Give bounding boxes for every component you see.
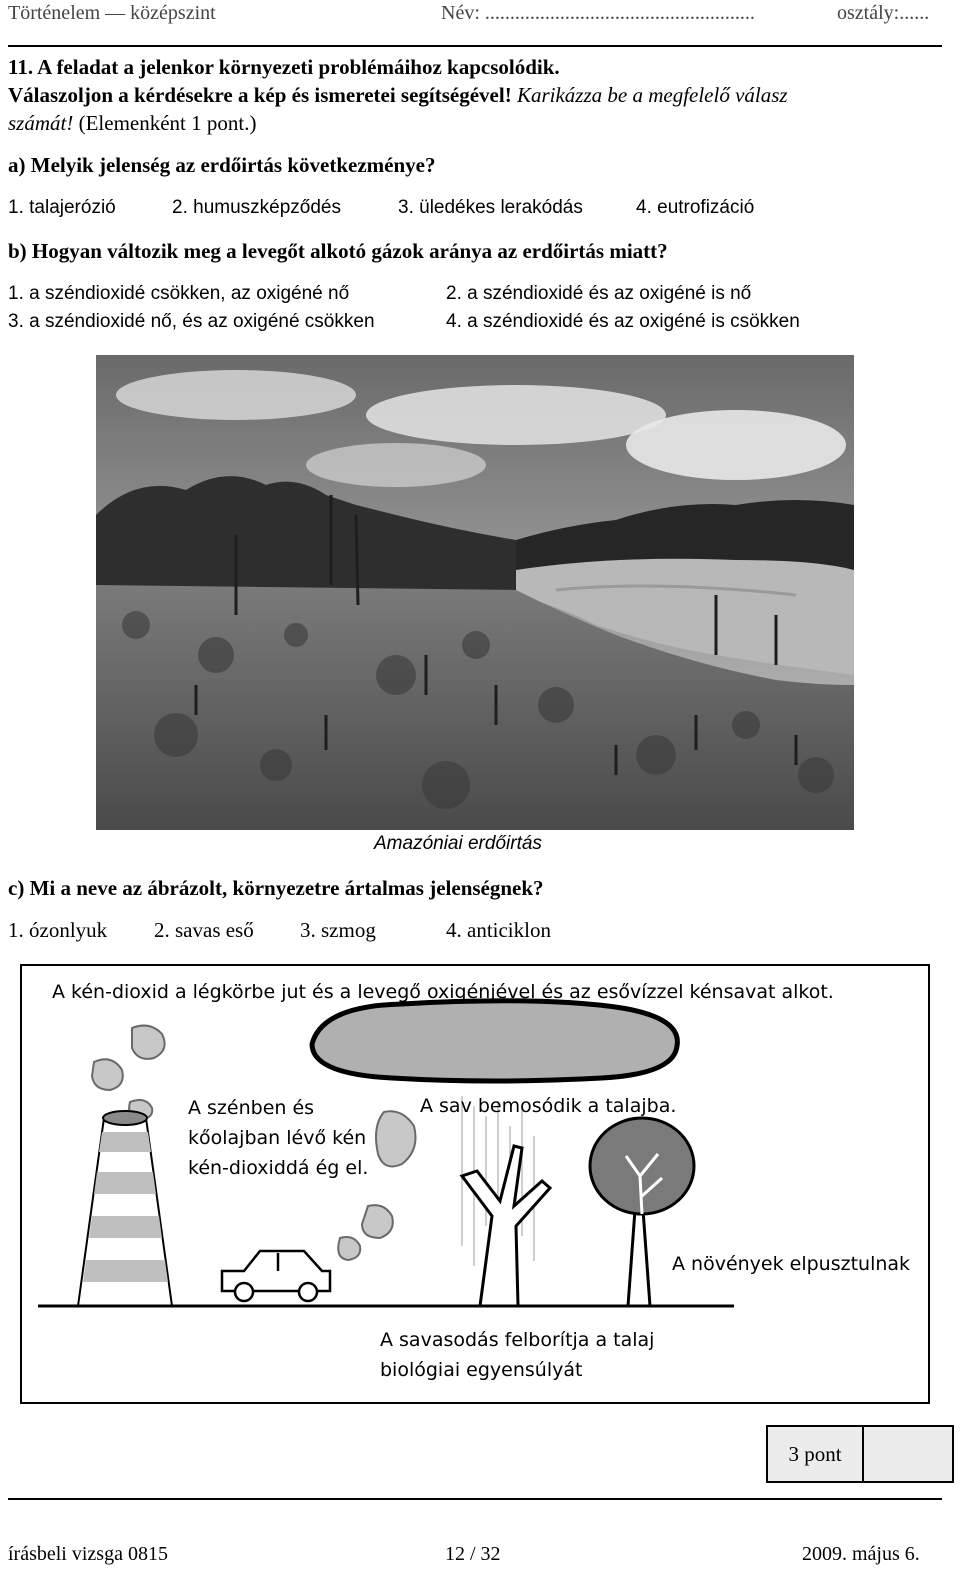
question-b-option-2[interactable]: 2. a széndioxidé és az oxigéné is nő (446, 283, 752, 304)
question-a-option-3[interactable]: 3. üledékes lerakódás (398, 197, 583, 218)
question-b-option-1[interactable]: 1. a széndioxidé csökken, az oxigéné nő (8, 283, 350, 304)
question-c-option-1[interactable]: 1. ózonlyuk (8, 918, 108, 942)
question-c-option-3[interactable]: 3. szmog (300, 918, 376, 942)
question-a-option-2[interactable]: 2. humuszképződés (172, 197, 341, 218)
question-b: b) Hogyan változik meg a levegőt alkotó gázok aránya az erdőirtás miatt? (8, 239, 668, 263)
diagram-top-text: A kén-dioxid a légkörbe jut és a levegő oxigénjével és az esővízzel kénsavat alkot. (52, 981, 834, 1003)
header-rule (8, 45, 942, 47)
instruction-italic-1: Karikázza be a megfelelő válasz (516, 83, 788, 107)
question-a-option-1[interactable]: 1. talajerózió (8, 197, 116, 218)
footer-date: 2009. május 6. (802, 1543, 920, 1565)
diagram-acid-soil-text: A sav bemosódik a talajba. (420, 1095, 677, 1117)
task-instruction-line2 (8, 111, 256, 136)
question-c: c) Mi a neve az ábrázolt, környezetre ártalmas jelenségnek? (8, 876, 544, 900)
score-box (766, 1425, 954, 1483)
diagram-plants-text: A növények elpusztulnak (672, 1253, 911, 1275)
diagram-balance-text-1: A savasodás felborítja a talaj (380, 1329, 655, 1351)
diagram-coal-text-3: kén-dioxiddá ég el. (188, 1157, 369, 1179)
car (222, 1251, 330, 1301)
question-b-option-4[interactable]: 4. a széndioxidé és az oxigéné is csökken (446, 311, 800, 332)
instruction-bold: Válaszoljon a kérdésekre a kép és ismeretei segítségével! (8, 83, 512, 107)
header-name-field: Név: ...................................................... (441, 2, 755, 24)
task-title: 11. A feladat a jelenkor környezeti problémáihoz kapcsolódik. (8, 55, 560, 79)
chimney (78, 1111, 172, 1306)
diagram-balance-text-2: biológiai egyensúlyát (380, 1359, 583, 1381)
diagram-coal-text-2: kőolajban lévő kén (188, 1127, 367, 1149)
question-a: a) Melyik jelenség az erdőirtás következménye? (8, 153, 436, 177)
header-class-field: osztály:...... (837, 2, 930, 24)
instruction-points: (Elemenként 1 pont.) (78, 111, 257, 135)
instruction-italic-2: számát! (8, 111, 74, 135)
footer-rule (8, 1498, 942, 1500)
photo-caption: Amazóniai erdőirtás (374, 833, 542, 854)
score-label: 3 pont (768, 1427, 864, 1481)
task-instruction-line1 (8, 83, 788, 108)
question-a-option-4[interactable]: 4. eutrofizáció (636, 197, 755, 218)
question-c-option-2[interactable]: 2. savas eső (154, 918, 254, 942)
dead-tree (462, 1146, 550, 1306)
score-input-cell[interactable] (864, 1427, 952, 1481)
acid-rain-diagram (20, 964, 930, 1404)
cloud (312, 1001, 677, 1081)
question-c-option-4[interactable]: 4. anticiklon (446, 918, 551, 942)
footer-page: 12 / 32 (445, 1543, 501, 1565)
question-b-option-3[interactable]: 3. a széndioxidé nő, és az oxigéné csökken (8, 311, 375, 332)
deforestation-photo (96, 355, 854, 830)
header-subject: Történelem — középszint (8, 2, 216, 24)
footer-exam: írásbeli vizsga 0815 (8, 1543, 168, 1565)
diagram-coal-text-1: A szénben és (188, 1097, 315, 1119)
